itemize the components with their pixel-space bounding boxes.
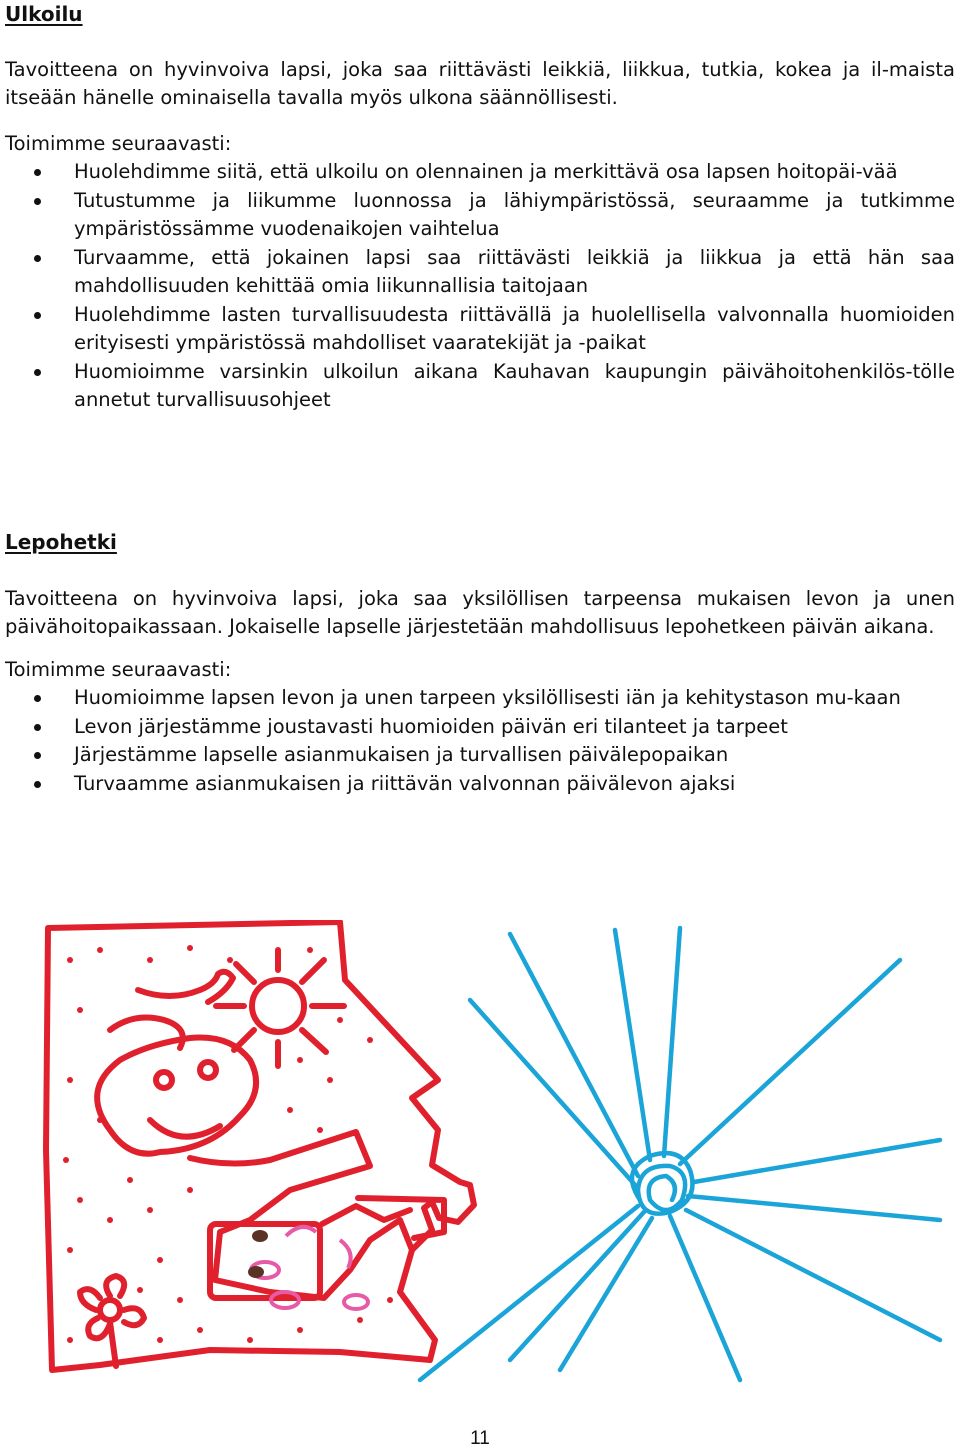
- bullet-icon: [34, 695, 41, 702]
- bullet-list-outdoor: [5, 158, 955, 415]
- section-heading-outdoor: Ulkoilu: [5, 2, 83, 26]
- list-item: [5, 741, 955, 770]
- list-item: [5, 301, 955, 358]
- list-item: [5, 244, 955, 301]
- list-item-text: Huolehdimme siitä, että ulkoilu on olennainen ja merkittävä osa lapsen hoitopäi-vää: [74, 160, 898, 183]
- list-item: [5, 158, 955, 187]
- child-drawing-icon: [40, 920, 960, 1390]
- page-number: 11: [470, 1428, 490, 1449]
- list-item-text: Huolehdimme lasten turvallisuudesta riittävällä ja huolellisella valvonnalla huomioiden erityisesti ympäristössä mahdolliset vaaratekijät ja -paikat: [74, 302, 955, 354]
- list-item-text: Turvaamme, että jokainen lapsi saa riittävästi leikkiä ja liikkua ja että hän saa mahdollisuuden kehittää omia liikunnallisia taitojaan: [74, 245, 955, 297]
- list-item: [5, 684, 955, 713]
- section-lead-outdoor: Toimimme seuraavasti:: [5, 131, 232, 155]
- list-item-text: Järjestämme lapselle asianmukaisen ja turvallisen päivälepopaikan: [74, 743, 729, 766]
- section-heading-rest: Lepohetki: [5, 530, 117, 554]
- list-item-text: Huomioimme lapsen levon ja unen tarpeen yksilöllisesti iän ja kehitystason mu-kaan: [74, 686, 901, 709]
- bullet-icon: [34, 369, 41, 376]
- bullet-list-rest: [5, 684, 955, 798]
- section-lead-rest: Toimimme seuraavasti:: [5, 657, 232, 681]
- list-item-text: Levon järjestämme joustavasti huomioiden päivän eri tilanteet ja tarpeet: [74, 714, 788, 738]
- bullet-icon: [34, 724, 41, 731]
- list-item: [5, 770, 955, 799]
- blue-sun-scribble: [420, 928, 940, 1380]
- list-item-text: Tutustumme ja liikumme luonnossa ja lähiympäristössä, seuraamme ja tutkimme ympäristössämme vuodenaikojen vaihtelua: [74, 188, 955, 240]
- list-item: [5, 713, 955, 742]
- bullet-icon: [34, 169, 41, 176]
- bullet-icon: [34, 781, 41, 788]
- section-outdoor: [5, 0, 955, 415]
- list-item: [5, 187, 955, 244]
- bullet-icon: [34, 752, 41, 759]
- bullet-icon: [34, 198, 41, 205]
- list-item-text: Huomioimme varsinkin ulkoilun aikana Kauhavan kaupungin päivähoitohenkilös-tölle annetut turvallisuusohjeet: [74, 359, 955, 411]
- section-intro-rest: Tavoitteena on hyvinvoiva lapsi, joka saa yksilöllisen tarpeensa mukaisen levon ja unen päivähoitopaikassaan. Jokaiselle lapselle järjestetään mahdollisuus lepohetkeen päivän aikana.: [5, 586, 955, 638]
- bullet-icon: [34, 312, 41, 319]
- red-figure-drawing: [46, 922, 474, 1370]
- bullet-icon: [34, 255, 41, 262]
- section-rest: [5, 528, 955, 798]
- list-item: [5, 358, 955, 415]
- section-intro-outdoor: Tavoitteena on hyvinvoiva lapsi, joka saa riittävästi leikkiä, liikkua, tutkia, kokea ja il-maista itseään hänelle ominaisella tavalla myös ulkona säännöllisesti.: [5, 57, 955, 109]
- list-item-text: Turvaamme asianmukaisen ja riittävän valvonnan päivälevon ajaksi: [74, 771, 736, 795]
